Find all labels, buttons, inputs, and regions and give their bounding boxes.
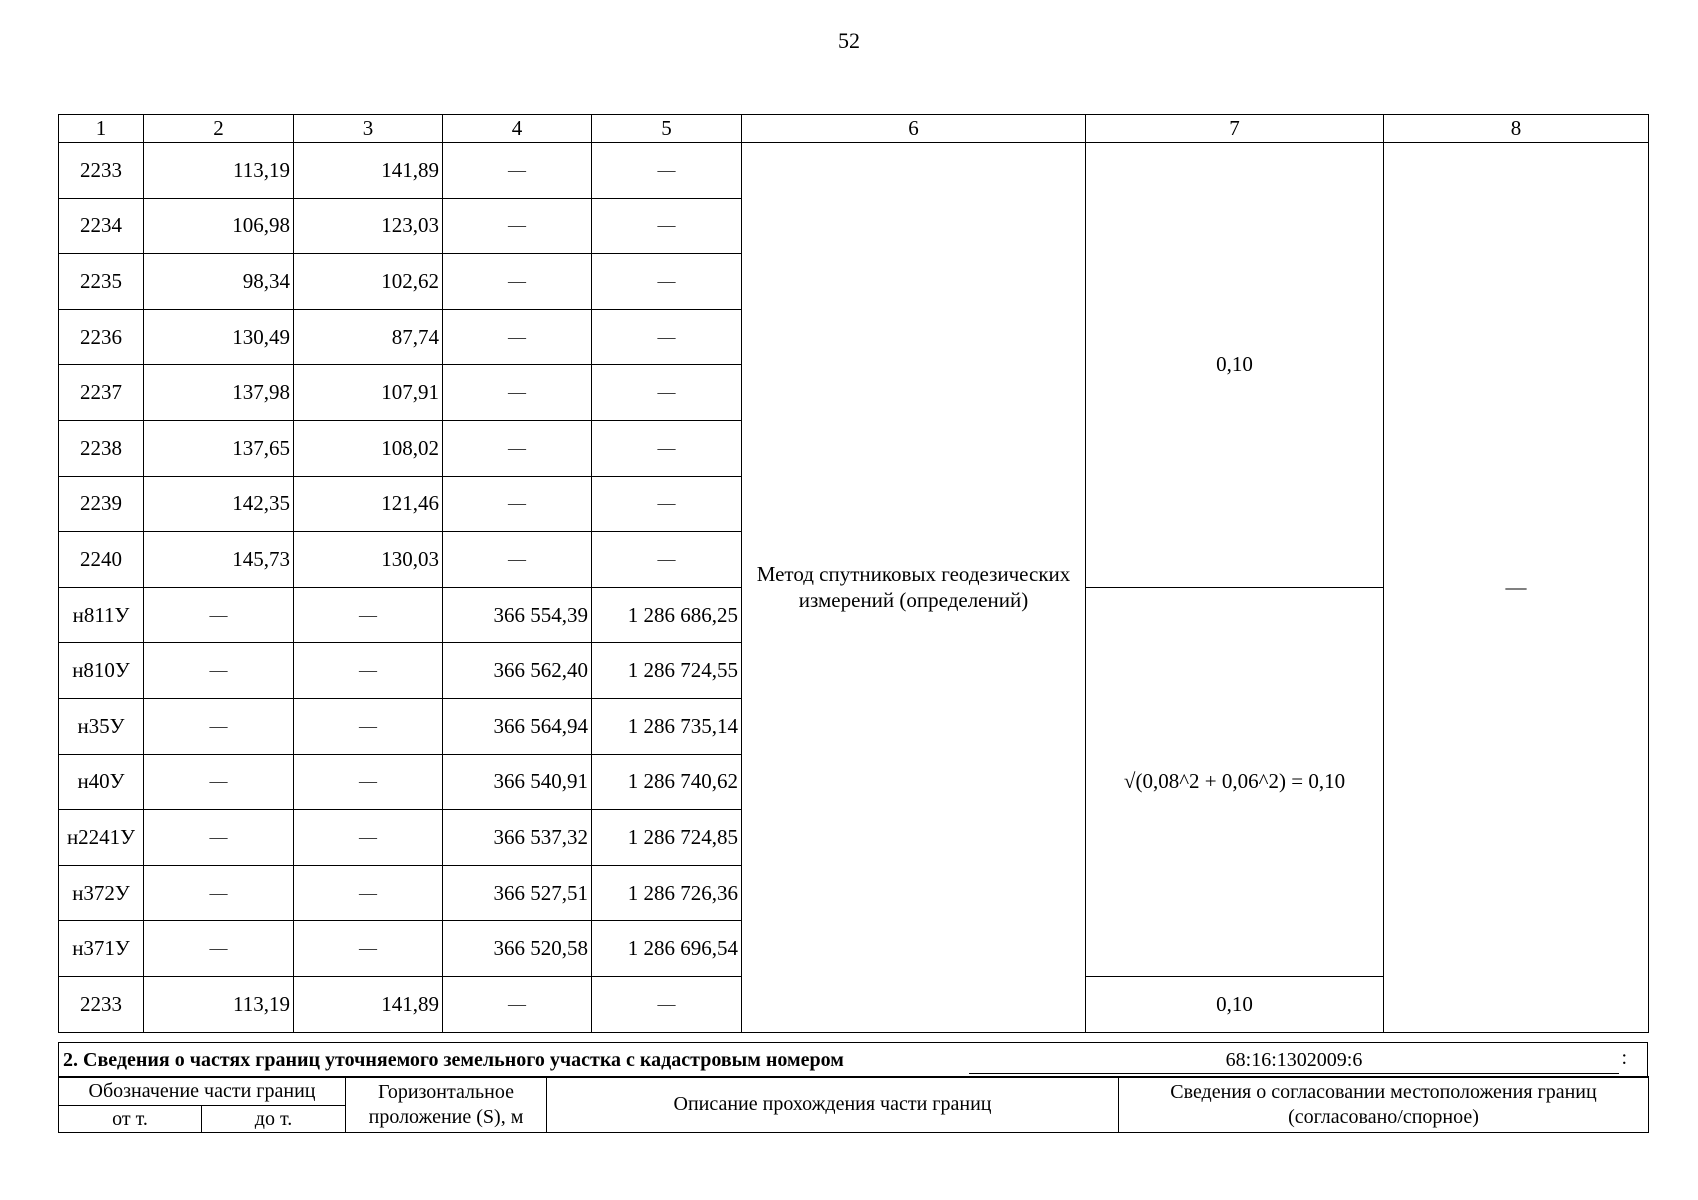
to-point-header: до т. — [202, 1106, 346, 1133]
existing-x: — — [144, 754, 294, 810]
coordinates-table — [58, 114, 1649, 1033]
existing-x: — — [144, 587, 294, 643]
accuracy-group2: √(0,08^2 + 0,06^2) = 0,10 — [1086, 587, 1384, 976]
from-point-header: от т. — [59, 1106, 202, 1133]
point-name: н811У — [59, 587, 144, 643]
point-name: 2234 — [59, 198, 144, 254]
existing-x: 113,19 — [144, 143, 294, 199]
refined-y: — — [592, 198, 742, 254]
agreement-header-line2: (согласовано/спорное) — [1288, 1105, 1479, 1128]
existing-y: 141,89 — [294, 143, 443, 199]
refined-x: — — [443, 420, 592, 476]
column-number: 2 — [144, 115, 294, 143]
accuracy-last: 0,10 — [1086, 976, 1384, 1032]
existing-y: — — [294, 643, 443, 699]
existing-y: — — [294, 865, 443, 921]
point-name: 2238 — [59, 420, 144, 476]
existing-x: 106,98 — [144, 198, 294, 254]
point-name: 2239 — [59, 476, 144, 532]
point-name: 2240 — [59, 532, 144, 588]
existing-x: 137,98 — [144, 365, 294, 421]
section2-header — [58, 1042, 1648, 1078]
refined-x: 366 564,94 — [443, 698, 592, 754]
refined-x: — — [443, 476, 592, 532]
refined-x: 366 537,32 — [443, 810, 592, 866]
point-name: н372У — [59, 865, 144, 921]
existing-x: — — [144, 921, 294, 977]
refined-y: 1 286 696,54 — [592, 921, 742, 977]
existing-x: 137,65 — [144, 420, 294, 476]
page-number: 52 — [838, 28, 860, 53]
refined-y: — — [592, 420, 742, 476]
point-name: 2233 — [59, 143, 144, 199]
point-name: н40У — [59, 754, 144, 810]
table-row — [59, 143, 1649, 199]
boundary-parts-table — [58, 1076, 1649, 1133]
description-header: Описание прохождения части границ — [547, 1077, 1119, 1133]
refined-y: — — [592, 254, 742, 310]
column-number-row — [59, 115, 1649, 143]
existing-y: 87,74 — [294, 309, 443, 365]
existing-x: 130,49 — [144, 309, 294, 365]
existing-x: 98,34 — [144, 254, 294, 310]
designation-header: Обозначение части границ — [59, 1077, 346, 1106]
horizontal-header — [346, 1077, 547, 1133]
refined-y: — — [592, 476, 742, 532]
refined-x: 366 554,39 — [443, 587, 592, 643]
section2-title-cell — [59, 1043, 1648, 1078]
existing-y: 130,03 — [294, 532, 443, 588]
point-name: н35У — [59, 698, 144, 754]
existing-x: 113,19 — [144, 976, 294, 1032]
refined-y: 1 286 686,25 — [592, 587, 742, 643]
existing-y: 102,62 — [294, 254, 443, 310]
point-name: н371У — [59, 921, 144, 977]
horizontal-header-line2: проложение (S), м — [368, 1105, 524, 1128]
column-number: 1 — [59, 115, 144, 143]
column-number: 5 — [592, 115, 742, 143]
refined-y: — — [592, 309, 742, 365]
column-number: 4 — [443, 115, 592, 143]
column-number: 3 — [294, 115, 443, 143]
refined-y: 1 286 724,55 — [592, 643, 742, 699]
point-name: 2236 — [59, 309, 144, 365]
refined-x: — — [443, 309, 592, 365]
existing-x: — — [144, 698, 294, 754]
existing-x: — — [144, 865, 294, 921]
point-name: н810У — [59, 643, 144, 699]
cadastral-number: 68:16:1302009:6 — [969, 1047, 1619, 1074]
column-number: 8 — [1384, 115, 1649, 143]
point-name: 2235 — [59, 254, 144, 310]
point-name: 2237 — [59, 365, 144, 421]
refined-x: — — [443, 198, 592, 254]
point-name: н2241У — [59, 810, 144, 866]
refined-x: — — [443, 254, 592, 310]
existing-y: 121,46 — [294, 476, 443, 532]
refined-x: — — [443, 143, 592, 199]
existing-y: — — [294, 754, 443, 810]
refined-x: — — [443, 976, 592, 1032]
column-number: 7 — [1086, 115, 1384, 143]
refined-y: 1 286 724,85 — [592, 810, 742, 866]
section2-title: 2. Сведения о частях границ уточняемого земельного участка с кадастровым номером — [63, 1048, 844, 1071]
method-cell: Метод спутниковых геодезических измерений (определений) — [742, 143, 1086, 1033]
existing-y: 107,91 — [294, 365, 443, 421]
col8-value: — — [1384, 143, 1649, 1033]
existing-y: 123,03 — [294, 198, 443, 254]
existing-y: — — [294, 587, 443, 643]
agreement-header — [1119, 1077, 1649, 1133]
refined-y: 1 286 726,36 — [592, 865, 742, 921]
refined-y: — — [592, 143, 742, 199]
refined-x: 366 562,40 — [443, 643, 592, 699]
existing-y: — — [294, 698, 443, 754]
refined-x: — — [443, 365, 592, 421]
refined-x: — — [443, 532, 592, 588]
existing-x: — — [144, 643, 294, 699]
point-name: 2233 — [59, 976, 144, 1032]
accuracy-group1: 0,10 — [1086, 143, 1384, 588]
refined-y: 1 286 735,14 — [592, 698, 742, 754]
refined-y: — — [592, 532, 742, 588]
horizontal-header-line1: Горизонтальное — [378, 1080, 514, 1103]
section2-colon: : — [1621, 1047, 1627, 1069]
existing-y: — — [294, 810, 443, 866]
existing-x: 145,73 — [144, 532, 294, 588]
existing-y: 141,89 — [294, 976, 443, 1032]
refined-x: 366 527,51 — [443, 865, 592, 921]
agreement-header-line1: Сведения о согласовании местоположения границ — [1170, 1080, 1597, 1103]
existing-y: — — [294, 921, 443, 977]
existing-x: — — [144, 810, 294, 866]
refined-y: 1 286 740,62 — [592, 754, 742, 810]
column-number: 6 — [742, 115, 1086, 143]
refined-y: — — [592, 976, 742, 1032]
refined-y: — — [592, 365, 742, 421]
existing-y: 108,02 — [294, 420, 443, 476]
refined-x: 366 520,58 — [443, 921, 592, 977]
refined-x: 366 540,91 — [443, 754, 592, 810]
existing-x: 142,35 — [144, 476, 294, 532]
